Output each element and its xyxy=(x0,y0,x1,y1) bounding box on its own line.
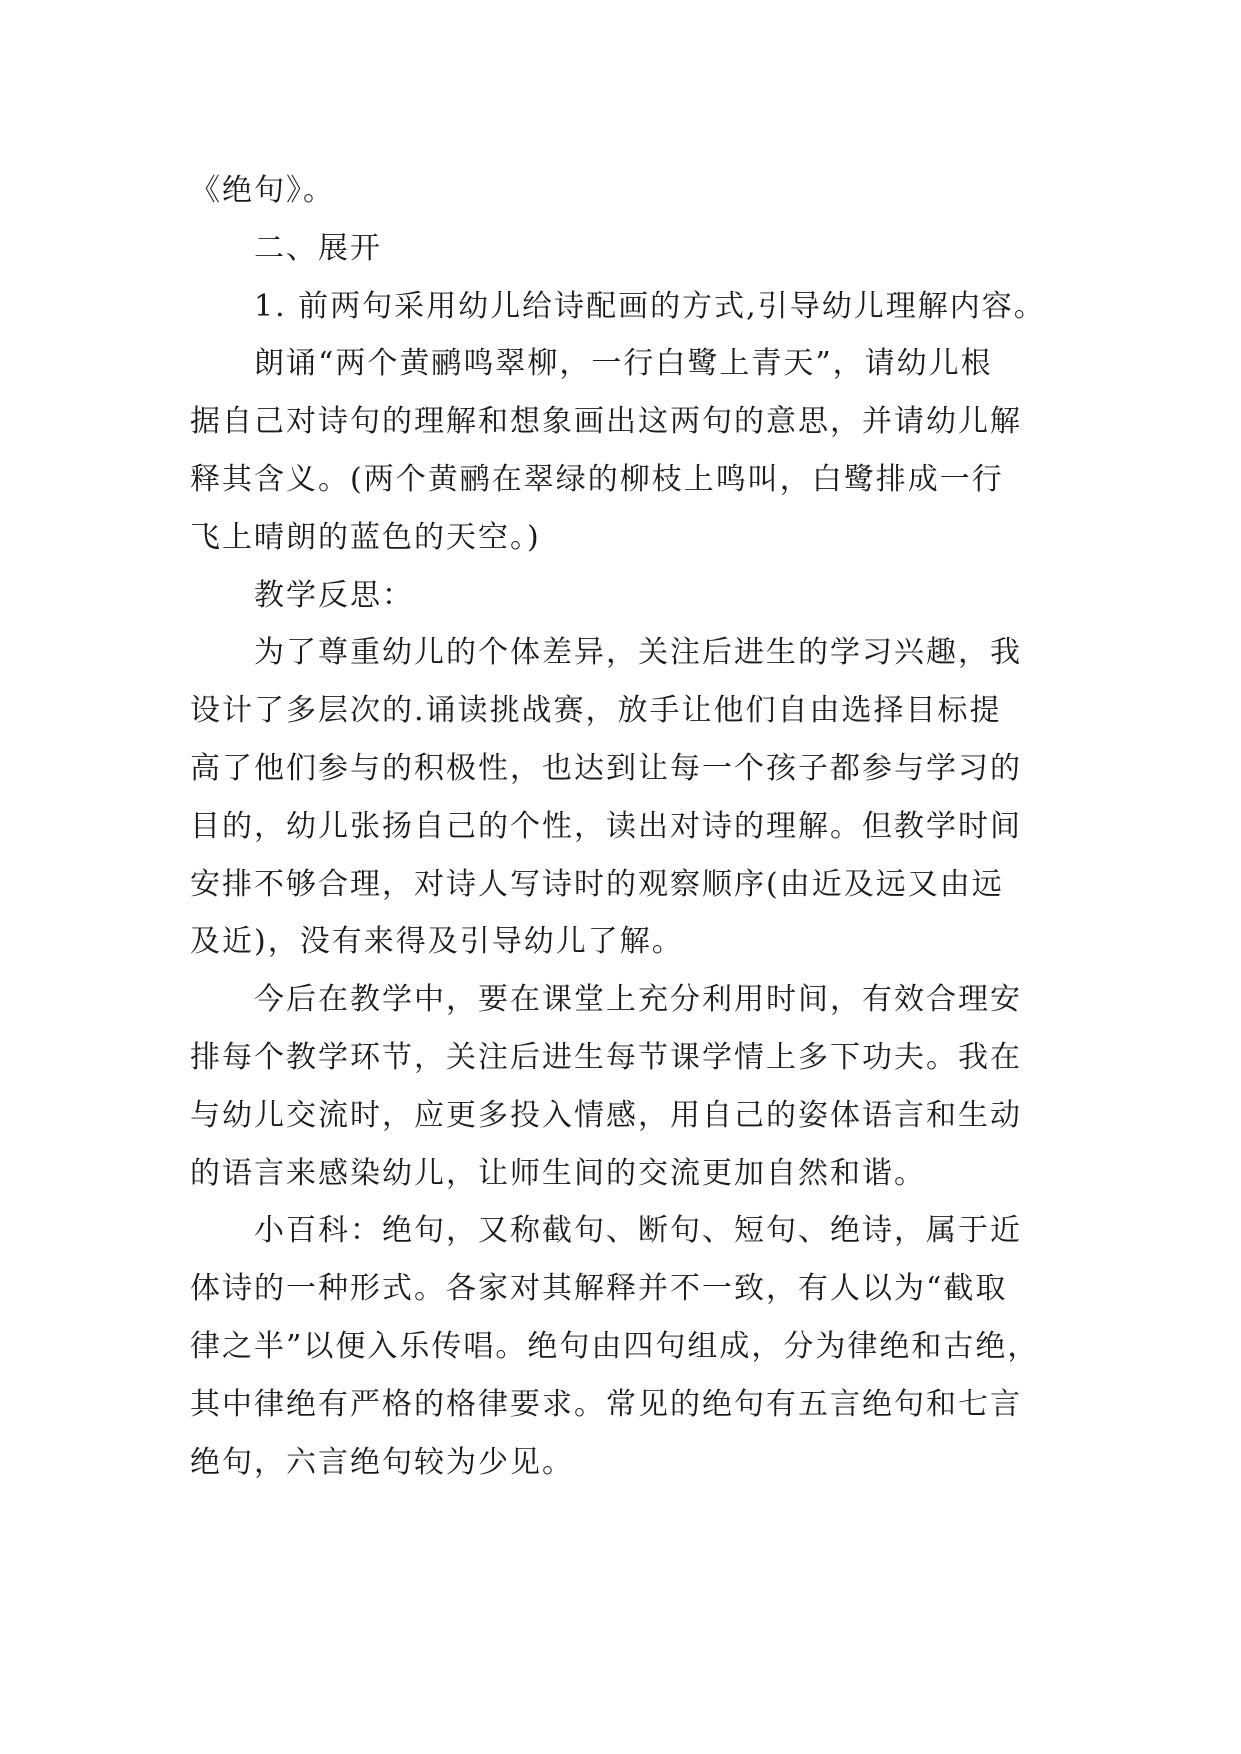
text-line: 高了他们参与的积极性，也达到让每一个孩子都参与学习的 xyxy=(190,750,1022,786)
text-line: 安排不够合理，对诗人写诗时的观察顺序(由近及远又由远 xyxy=(190,866,1004,902)
text-line: 今后在教学中，要在课堂上充分利用时间，有效合理安 xyxy=(254,982,1022,1018)
document-body xyxy=(190,162,1050,1491)
text-line: 释其含义。(两个黄鹂在翠绿的柳枝上鸣叫，白鹭排成一行 xyxy=(190,461,1004,497)
text-line: 飞上晴朗的蓝色的天空。) xyxy=(190,519,541,555)
text-line: 《绝句》。 xyxy=(190,173,335,208)
text-line: 据自己对诗句的理解和想象画出这两句的意思，并请幼儿解 xyxy=(190,404,1022,440)
text-line: 律之半”以便入乐传唱。绝句由四句组成，分为律绝和古绝， xyxy=(190,1328,1040,1364)
text-line: 设计了多层次的.诵读挑战赛，放手让他们自由选择目标提 xyxy=(190,693,1002,729)
text-line: 二、展开 xyxy=(254,230,382,266)
text-line: 朗诵“两个黄鹂鸣翠柳，一行白鹭上青天”，请幼儿根 xyxy=(254,346,993,382)
text-line: 其中律绝有严格的格律要求。常见的绝句有五言绝句和七言 xyxy=(190,1386,1022,1422)
text-line: 1. 前两句采用幼儿给诗配画的方式,引导幼儿理解内容。 xyxy=(254,288,1046,324)
text-line: 目的，幼儿张扬自己的个性，读出对诗的理解。但教学时间 xyxy=(190,808,1022,844)
text-line: 教学反思： xyxy=(254,577,414,613)
text-line: 绝句，六言绝句较为少见。 xyxy=(190,1444,574,1480)
text-line: 体诗的一种形式。各家对其解释并不一致，有人以为“截取 xyxy=(190,1271,1008,1307)
text-line: 排每个教学环节，关注后进生每节课学情上多下功夫。我在 xyxy=(190,1039,1022,1075)
text-line: 及近)，没有来得及引导幼儿了解。 xyxy=(190,924,684,960)
text-line: 的语言来感染幼儿，让师生间的交流更加自然和谐。 xyxy=(190,1155,926,1191)
text-line: 与幼儿交流时，应更多投入情感，用自己的姿体语言和生动 xyxy=(190,1097,1022,1133)
text-line: 为了尊重幼儿的个体差异，关注后进生的学习兴趣，我 xyxy=(254,635,1022,671)
text-line: 小百科：绝句，又称截句、断句、短句、绝诗，属于近 xyxy=(254,1213,1022,1249)
